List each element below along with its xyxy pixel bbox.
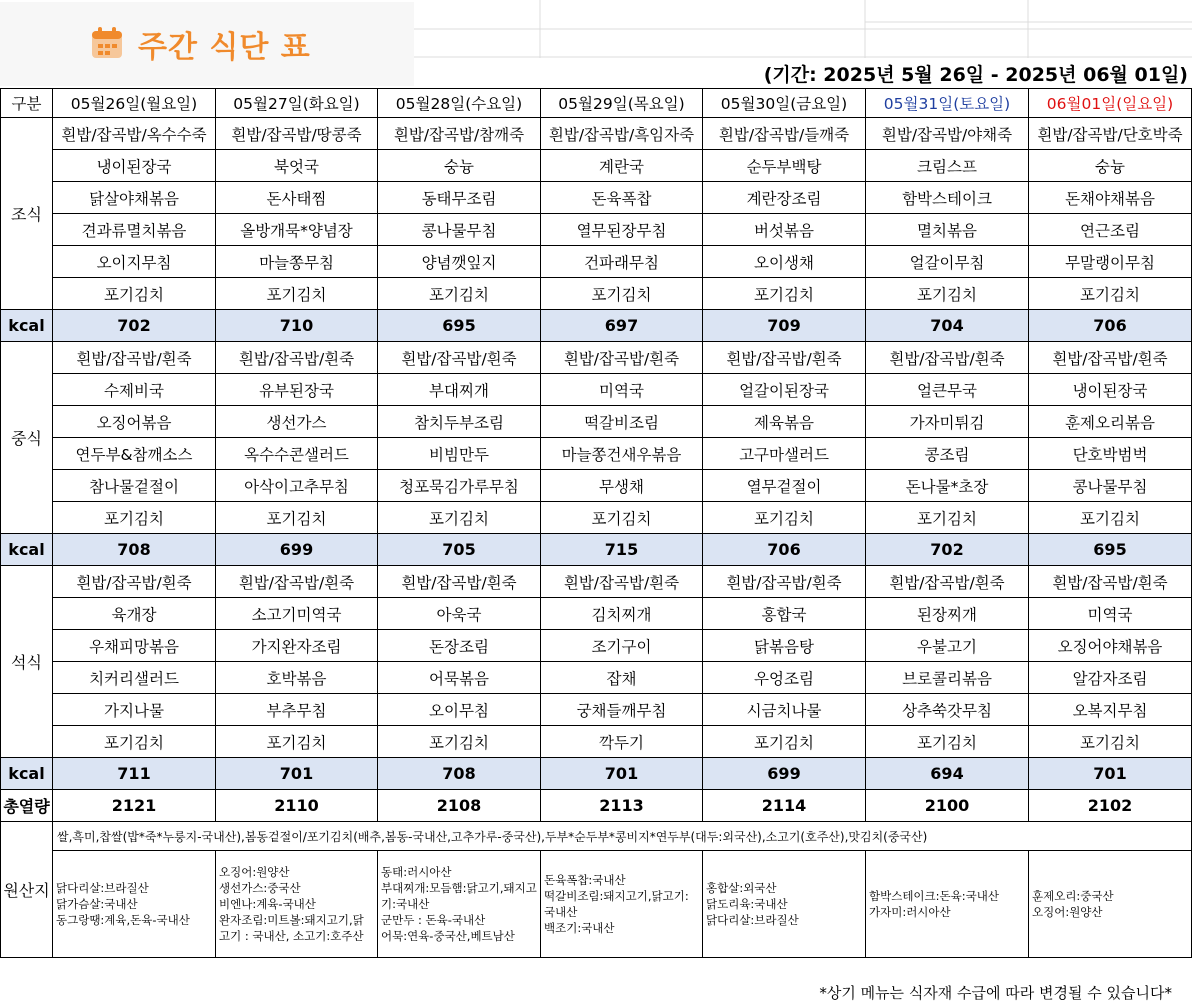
- origin-day: [53, 851, 216, 958]
- menu-item: 참나물겉절이: [53, 470, 216, 502]
- total-value: 2114: [703, 790, 866, 822]
- origin-line: 홍합살:외국산: [706, 881, 777, 895]
- menu-item: 포기김치: [216, 278, 378, 310]
- footer-note: *상기 메뉴는 식자재 수급에 따라 변경될 수 있습니다*: [819, 984, 1172, 1002]
- origin-day: [866, 851, 1029, 958]
- menu-item: 계란국: [541, 150, 703, 182]
- origin-day: [378, 851, 541, 958]
- menu-item: 돈사태찜: [216, 182, 378, 214]
- menu-item: 흰밥/잡곡밥/흰죽: [541, 566, 703, 598]
- origin-line: 완자조림:미트볼:돼지고기,닭고기 : 국내산, 소고기:호주산: [219, 913, 364, 943]
- menu-item: 오이지무침: [53, 246, 216, 278]
- origin-day: [1029, 851, 1192, 958]
- menu-item: 돈육폭찹: [541, 182, 703, 214]
- menu-item: 알감자조림: [1029, 662, 1192, 694]
- kcal-value: 706: [1029, 310, 1192, 342]
- menu-item: 돈나물*초장: [866, 470, 1029, 502]
- menu-item: 숭늉: [1029, 150, 1192, 182]
- menu-item: 포기김치: [541, 278, 703, 310]
- menu-item: 계란장조림: [703, 182, 866, 214]
- menu-row: [1, 598, 1192, 630]
- kcal-value: 702: [53, 310, 216, 342]
- menu-item: 가지완자조림: [216, 630, 378, 662]
- menu-item: 우엉조림: [703, 662, 866, 694]
- dinner-label: 석식: [1, 566, 53, 758]
- menu-item: 올방개묵*양념장: [216, 214, 378, 246]
- menu-item: 육개장: [53, 598, 216, 630]
- menu-row: [1, 374, 1192, 406]
- menu-item: 흰밥/잡곡밥/흰죽: [1029, 566, 1192, 598]
- menu-item: 김치찌개: [541, 598, 703, 630]
- menu-row: [1, 726, 1192, 758]
- menu-item: 조기구이: [541, 630, 703, 662]
- kcal-value: 699: [216, 534, 378, 566]
- menu-item: 흰밥/잡곡밥/흑임자죽: [541, 118, 703, 150]
- menu-item: 건파래무침: [541, 246, 703, 278]
- menu-item: 흰밥/잡곡밥/흰죽: [378, 342, 541, 374]
- menu-item: 옥수수콘샐러드: [216, 438, 378, 470]
- menu-item: 얼큰무국: [866, 374, 1029, 406]
- menu-item: 단호박범벅: [1029, 438, 1192, 470]
- menu-item: 고구마샐러드: [703, 438, 866, 470]
- lunch-label: 중식: [1, 342, 53, 534]
- menu-item: 포기김치: [541, 502, 703, 534]
- origin-common: 쌀,흑미,찹쌀(밥*죽*누룽지-국내산),봄동겉절이/포기김치(배추,봄동-국내산,고추가루-중국산),두부*순두부*콩비지*연두부(대두:외국산),소고기(호주산),맛김치(중국산): [53, 822, 1192, 851]
- menu-item: 포기김치: [703, 726, 866, 758]
- kcal-value: 708: [378, 758, 541, 790]
- day-header: 05월26일(월요일): [53, 89, 216, 118]
- menu-item: 궁채들깨무침: [541, 694, 703, 726]
- calendar-icon: [90, 26, 124, 60]
- menu-item: 미역국: [1029, 598, 1192, 630]
- menu-item: 포기김치: [866, 502, 1029, 534]
- menu-row: [1, 630, 1192, 662]
- origin-line: 생선가스:중국산: [219, 881, 301, 895]
- origin-days-row: [1, 851, 1192, 958]
- menu-item: 순두부백탕: [703, 150, 866, 182]
- kcal-label: kcal: [1, 758, 53, 790]
- menu-item: 포기김치: [866, 278, 1029, 310]
- menu-item: 흰밥/잡곡밥/땅콩죽: [216, 118, 378, 150]
- header-category: 구분: [1, 89, 53, 118]
- menu-item: 참치두부조림: [378, 406, 541, 438]
- origin-line: 오징어:원양산: [219, 865, 290, 879]
- origin-line: 돈육폭찹:국내산: [544, 873, 626, 887]
- menu-item: 오복지무침: [1029, 694, 1192, 726]
- menu-item: 흰밥/잡곡밥/흰죽: [703, 566, 866, 598]
- dinner-kcal-row: [1, 758, 1192, 790]
- menu-item: 견과류멸치볶음: [53, 214, 216, 246]
- menu-period: (기간: 2025년 5월 26일 - 2025년 06월 01일): [763, 64, 1188, 86]
- menu-item: 깍두기: [541, 726, 703, 758]
- menu-item: 흰밥/잡곡밥/참깨죽: [378, 118, 541, 150]
- menu-item: 우불고기: [866, 630, 1029, 662]
- origin-line: 가자미:러시아산: [869, 905, 951, 919]
- origin-line: 오징어:원양산: [1032, 905, 1103, 919]
- menu-item: 유부된장국: [216, 374, 378, 406]
- menu-item: 크림스프: [866, 150, 1029, 182]
- origin-day: [216, 851, 378, 958]
- menu-item: 오징어볶음: [53, 406, 216, 438]
- menu-item: 얼갈이무침: [866, 246, 1029, 278]
- origin-line: 닭도리육:국내산: [706, 897, 788, 911]
- menu-item: 포기김치: [378, 726, 541, 758]
- menu-item: 포기김치: [216, 726, 378, 758]
- kcal-value: 694: [866, 758, 1029, 790]
- menu-item: 브로콜리볶음: [866, 662, 1029, 694]
- day-header: 05월27일(화요일): [216, 89, 378, 118]
- day-header: 06월01일(일요일): [1029, 89, 1192, 118]
- menu-item: 잡채: [541, 662, 703, 694]
- kcal-value: 709: [703, 310, 866, 342]
- kcal-value: 704: [866, 310, 1029, 342]
- menu-item: 흰밥/잡곡밥/흰죽: [703, 342, 866, 374]
- day-header: 05월28일(수요일): [378, 89, 541, 118]
- origin-line: 백조기:국내산: [544, 921, 615, 935]
- menu-item: 돈채야채볶음: [1029, 182, 1192, 214]
- kcal-value: 697: [541, 310, 703, 342]
- menu-item: 동태무조림: [378, 182, 541, 214]
- kcal-value: 695: [1029, 534, 1192, 566]
- day-header: 05월29일(목요일): [541, 89, 703, 118]
- menu-row: [1, 662, 1192, 694]
- lunch-kcal-row: [1, 534, 1192, 566]
- menu-row: [1, 278, 1192, 310]
- total-value: 2102: [1029, 790, 1192, 822]
- menu-item: 마늘쫑무침: [216, 246, 378, 278]
- kcal-value: 711: [53, 758, 216, 790]
- title-banner: [0, 2, 414, 86]
- kcal-value: 715: [541, 534, 703, 566]
- menu-item: 가지나물: [53, 694, 216, 726]
- origin-day: [541, 851, 703, 958]
- menu-row: [1, 118, 1192, 150]
- kcal-value: 701: [541, 758, 703, 790]
- menu-item: 흰밥/잡곡밥/흰죽: [53, 342, 216, 374]
- menu-item: 버섯볶음: [703, 214, 866, 246]
- origin-line: 부대찌개:모듬햄:닭고기,돼지고기:국내산: [381, 881, 537, 911]
- kcal-value: 702: [866, 534, 1029, 566]
- kcal-value: 701: [1029, 758, 1192, 790]
- menu-item: 함박스테이크: [866, 182, 1029, 214]
- menu-item: 흰밥/잡곡밥/흰죽: [866, 342, 1029, 374]
- menu-item: 호박볶음: [216, 662, 378, 694]
- weekly-menu-table: [0, 88, 1192, 958]
- kcal-value: 695: [378, 310, 541, 342]
- menu-row: [1, 182, 1192, 214]
- kcal-label: kcal: [1, 310, 53, 342]
- menu-item: 흰밥/잡곡밥/흰죽: [216, 342, 378, 374]
- page-title: 주간 식단 표: [138, 30, 311, 65]
- menu-item: 포기김치: [703, 502, 866, 534]
- origin-line: 닭다리살:브라질산: [706, 913, 799, 927]
- menu-item: 무말랭이무침: [1029, 246, 1192, 278]
- menu-item: 생선가스: [216, 406, 378, 438]
- total-value: 2110: [216, 790, 378, 822]
- menu-item: 포기김치: [703, 278, 866, 310]
- menu-item: 수제비국: [53, 374, 216, 406]
- menu-item: 무생채: [541, 470, 703, 502]
- menu-row: [1, 694, 1192, 726]
- menu-row: [1, 438, 1192, 470]
- total-value: 2108: [378, 790, 541, 822]
- menu-item: 닭살야채볶음: [53, 182, 216, 214]
- menu-item: 가자미튀김: [866, 406, 1029, 438]
- menu-item: 흰밥/잡곡밥/흰죽: [866, 566, 1029, 598]
- menu-item: 돈장조림: [378, 630, 541, 662]
- menu-item: 숭늉: [378, 150, 541, 182]
- breakfast-label: 조식: [1, 118, 53, 310]
- menu-item: 냉이된장국: [53, 150, 216, 182]
- menu-item: 오이무침: [378, 694, 541, 726]
- kcal-value: 710: [216, 310, 378, 342]
- menu-item: 포기김치: [866, 726, 1029, 758]
- breakfast-kcal-row: [1, 310, 1192, 342]
- menu-item: 흰밥/잡곡밥/들깨죽: [703, 118, 866, 150]
- menu-item: 포기김치: [216, 502, 378, 534]
- menu-row: [1, 502, 1192, 534]
- origin-day: [703, 851, 866, 958]
- total-value: 2100: [866, 790, 1029, 822]
- menu-item: 흰밥/잡곡밥/흰죽: [378, 566, 541, 598]
- menu-item: 상추쑥갓무침: [866, 694, 1029, 726]
- menu-item: 아욱국: [378, 598, 541, 630]
- menu-item: 흰밥/잡곡밥/흰죽: [216, 566, 378, 598]
- menu-row: [1, 150, 1192, 182]
- day-header: 05월31일(토요일): [866, 89, 1029, 118]
- menu-item: 콩나물무침: [1029, 470, 1192, 502]
- menu-item: 닭볶음탕: [703, 630, 866, 662]
- day-header: 05월30일(금요일): [703, 89, 866, 118]
- menu-item: 우채피망볶음: [53, 630, 216, 662]
- menu-item: 오이생채: [703, 246, 866, 278]
- menu-item: 부대찌개: [378, 374, 541, 406]
- header-row: [1, 89, 1192, 118]
- menu-item: 북엇국: [216, 150, 378, 182]
- menu-item: 포기김치: [1029, 278, 1192, 310]
- menu-item: 소고기미역국: [216, 598, 378, 630]
- origin-line: 군만두 : 돈육-국내산: [381, 913, 486, 927]
- menu-item: 열무겉절이: [703, 470, 866, 502]
- menu-item: 콩조림: [866, 438, 1029, 470]
- menu-item: 치커리샐러드: [53, 662, 216, 694]
- menu-item: 콩나물무침: [378, 214, 541, 246]
- menu-row: [1, 566, 1192, 598]
- origin-line: 떡갈비조림:돼지고기,닭고기:국내산: [544, 889, 689, 919]
- kcal-value: 701: [216, 758, 378, 790]
- menu-item: 흰밥/잡곡밥/흰죽: [1029, 342, 1192, 374]
- origin-line: 비엔나:계육-국내산: [219, 897, 316, 911]
- menu-item: 어묵볶음: [378, 662, 541, 694]
- menu-item: 포기김치: [378, 502, 541, 534]
- menu-row: [1, 406, 1192, 438]
- kcal-value: 699: [703, 758, 866, 790]
- menu-item: 포기김치: [53, 726, 216, 758]
- menu-item: 멸치볶음: [866, 214, 1029, 246]
- menu-item: 비빔만두: [378, 438, 541, 470]
- origin-line: 어묵:연육-중국산,베트남산: [381, 929, 515, 943]
- menu-item: 얼갈이된장국: [703, 374, 866, 406]
- menu-item: 청포묵김가루무침: [378, 470, 541, 502]
- menu-item: 제육볶음: [703, 406, 866, 438]
- menu-item: 훈제오리볶음: [1029, 406, 1192, 438]
- menu-item: 포기김치: [378, 278, 541, 310]
- menu-row: [1, 246, 1192, 278]
- total-kcal-row: [1, 790, 1192, 822]
- menu-item: 아삭이고추무침: [216, 470, 378, 502]
- origin-row: [1, 822, 1192, 851]
- menu-item: 포기김치: [1029, 502, 1192, 534]
- menu-item: 오징어야채볶음: [1029, 630, 1192, 662]
- total-label: 총열량: [1, 790, 53, 822]
- menu-item: 열무된장무침: [541, 214, 703, 246]
- origin-line: 닭다리살:브라질산: [56, 881, 149, 895]
- origin-line: 함박스테이크:돈육:국내산: [869, 889, 999, 903]
- menu-item: 흰밥/잡곡밥/야채죽: [866, 118, 1029, 150]
- menu-item: 흰밥/잡곡밥/옥수수죽: [53, 118, 216, 150]
- menu-item: 흰밥/잡곡밥/단호박죽: [1029, 118, 1192, 150]
- menu-row: [1, 342, 1192, 374]
- menu-row: [1, 470, 1192, 502]
- menu-item: 된장찌개: [866, 598, 1029, 630]
- origin-label: 원산지: [1, 822, 53, 958]
- menu-item: 냉이된장국: [1029, 374, 1192, 406]
- menu-item: 마늘쫑건새우볶음: [541, 438, 703, 470]
- menu-item: 포기김치: [53, 278, 216, 310]
- origin-line: 훈제오리:중국산: [1032, 889, 1114, 903]
- menu-item: 떡갈비조림: [541, 406, 703, 438]
- menu-item: 포기김치: [1029, 726, 1192, 758]
- menu-item: 흰밥/잡곡밥/흰죽: [541, 342, 703, 374]
- origin-line: 닭가슴살:국내산: [56, 897, 138, 911]
- total-value: 2113: [541, 790, 703, 822]
- kcal-value: 708: [53, 534, 216, 566]
- total-value: 2121: [53, 790, 216, 822]
- menu-item: 연두부&참깨소스: [53, 438, 216, 470]
- menu-item: 양념깻잎지: [378, 246, 541, 278]
- menu-item: 부추무침: [216, 694, 378, 726]
- menu-item: 흰밥/잡곡밥/흰죽: [53, 566, 216, 598]
- menu-item: 미역국: [541, 374, 703, 406]
- kcal-value: 705: [378, 534, 541, 566]
- origin-line: 동태:러시아산: [381, 865, 452, 879]
- menu-item: 홍합국: [703, 598, 866, 630]
- menu-item: 연근조림: [1029, 214, 1192, 246]
- menu-item: 시금치나물: [703, 694, 866, 726]
- menu-row: [1, 214, 1192, 246]
- kcal-label: kcal: [1, 534, 53, 566]
- origin-line: 동그랑땡:계육,돈육-국내산: [56, 913, 190, 927]
- menu-item: 포기김치: [53, 502, 216, 534]
- kcal-value: 706: [703, 534, 866, 566]
